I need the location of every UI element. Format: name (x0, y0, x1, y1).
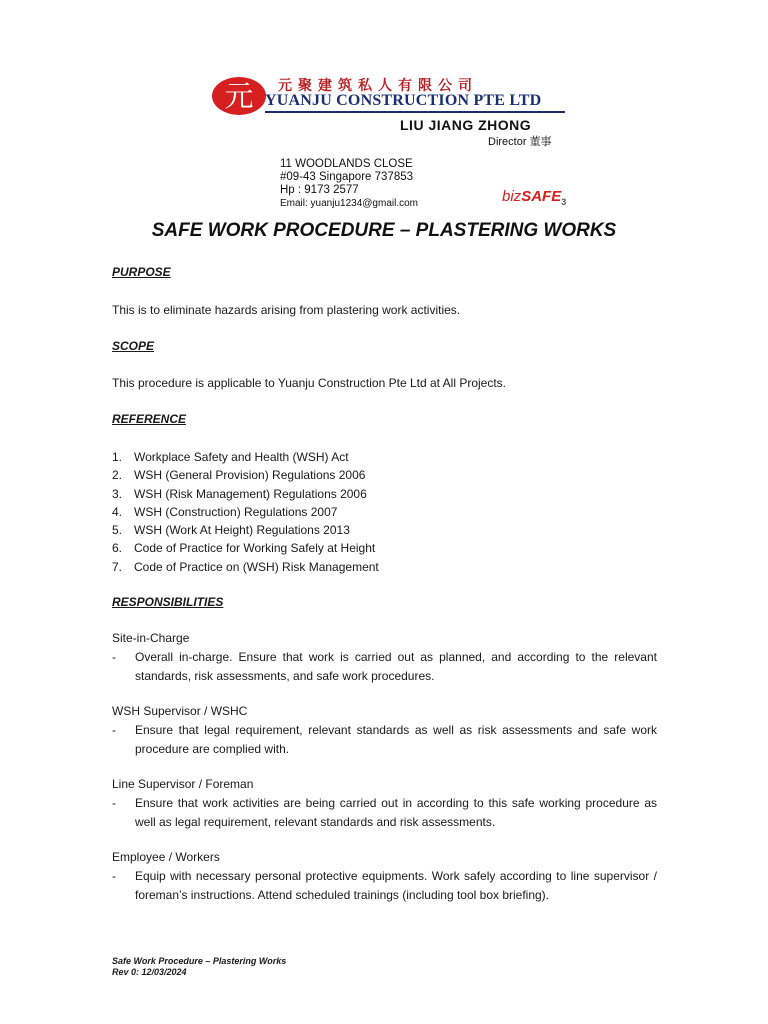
bizsafe-logo (502, 188, 566, 207)
list-item: 5. WSH (Work At Height) Regulations 2013 (112, 523, 350, 538)
address-line-1: 11 WOODLANDS CLOSE (280, 158, 413, 170)
bizsafe-level: 3 (561, 197, 567, 207)
role-site-in-charge: Site-in-Charge (112, 631, 190, 645)
contact-block (280, 158, 418, 210)
footer-title: Safe Work Procedure – Plastering Works (112, 956, 287, 966)
scope-text: This procedure is applicable to Yuanju Construction Pte Ltd at All Projects. (112, 376, 507, 390)
reference-list (112, 448, 379, 576)
responsibility-item: - Ensure that legal requirement, relevant standards as well as risk assessments and safe work procedure are complied with. (112, 723, 657, 756)
role-wsh-supervisor: WSH Supervisor / WSHC (112, 704, 248, 718)
purpose-text: This is to eliminate hazards arising from plastering work activities. (112, 303, 461, 317)
director-title: Director 董事 (488, 136, 552, 148)
list-item: 1. Workplace Safety and Health (WSH) Act (112, 450, 349, 464)
list-item: 6. Code of Practice for Working Safely at Height (112, 541, 376, 556)
reference-heading: REFERENCE (112, 412, 187, 426)
page-footer (112, 956, 286, 978)
company-name-english: YUANJU CONSTRUCTION PTE LTD (265, 92, 542, 109)
company-name-chinese: 元聚建筑私人有限公司 (278, 78, 478, 94)
responsibility-item: - Equip with necessary personal protective equipments. Work safely according to line supervisor / foreman’s instructions. Attend scheduled trainings (including tool box briefing). (112, 869, 657, 902)
bizsafe-safe: SAFE (521, 188, 562, 205)
phone: Hp : 9173 2577 (280, 184, 359, 196)
company-name-underline (265, 111, 565, 113)
list-item: 2. WSH (General Provision) Regulations 2006 (112, 468, 366, 483)
letterhead (180, 55, 600, 225)
purpose-heading: PURPOSE (112, 265, 171, 279)
document-title: SAFE WORK PROCEDURE – PLASTERING WORKS (151, 220, 617, 241)
footer-revision: Rev 0: 12/03/2024 (112, 967, 187, 977)
role-employee-workers: Employee / Workers (112, 850, 220, 864)
director-name: LIU JIANG ZHONG (400, 117, 532, 133)
responsibilities-heading: RESPONSIBILITIES (112, 595, 224, 609)
list-item: 3. WSH (Risk Management) Regulations 2006 (112, 486, 367, 501)
responsibility-item: - Overall in-charge. Ensure that work is carried out as planned, and according to the relevant standards, risk assessments, and safe work procedures. (112, 650, 657, 683)
bizsafe-biz: biz (502, 188, 522, 205)
role-line-supervisor: Line Supervisor / Foreman (112, 777, 254, 791)
logo-character: 元 (224, 79, 254, 113)
address-line-2: #09-43 Singapore 737853 (280, 171, 414, 183)
list-item: 7. Code of Practice on (WSH) Risk Management (112, 559, 379, 574)
list-item: 4. WSH (Construction) Regulations 2007 (112, 504, 338, 519)
scope-heading: SCOPE (112, 339, 155, 353)
responsibility-item: - Ensure that work activities are being carried out in according to this safe working procedure as well as legal requirement, relevant standards and risk assessments. (112, 796, 657, 829)
email: Email: yuanju1234@gmail.com (280, 198, 418, 209)
company-logo (212, 77, 266, 115)
